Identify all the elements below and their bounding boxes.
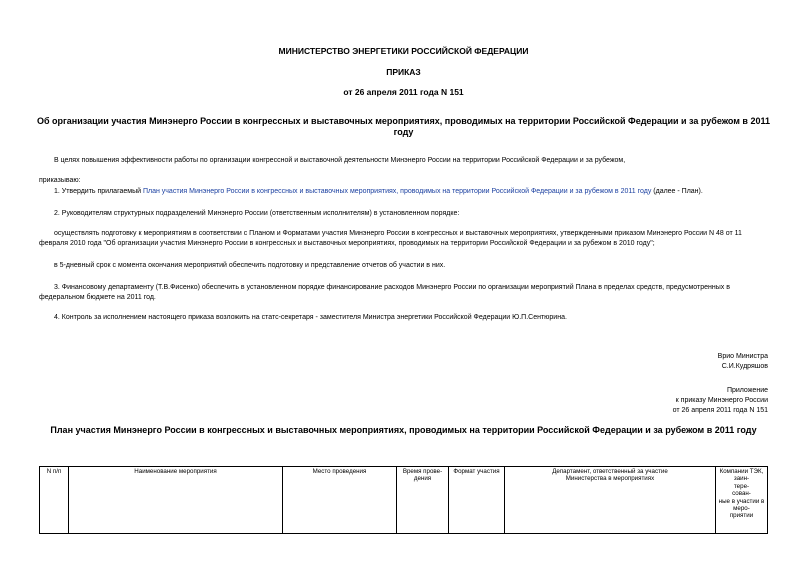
col-header-number: N п/п [40, 467, 69, 534]
item-4: 4. Контроль за исполнением настоящего приказа возложить на статс-секретаря - заместителя Министра энергетики Российской Федерации Ю.П.Сентюрина. [54, 314, 567, 321]
col-header-format: Формат участия [449, 467, 505, 534]
signature-block [718, 352, 768, 372]
item-1 [54, 187, 703, 197]
doc-title-line1: Об организации участия Минэнерго России в конгрессных и выставочных мероприятиях, проводимых на территории Российской Федерации и за рубежом в 2011 [36, 116, 770, 126]
col-header-department: Департамент, ответственный за участие Министерства в мероприятиях [505, 467, 716, 534]
signature-position: Врио Министра [717, 353, 768, 360]
col-header-companies: Компании ТЭК, заин- тере- сован- ные в участии в меро- приятии [716, 467, 768, 534]
item-2b: в 5-дневный срок с момента окончания мероприятий обеспечить подготовку и представление отчетов об участии в них. [54, 262, 446, 269]
item-2a-line1: осуществлять подготовку к мероприятиям в соответствии с Планом и Форматами участия Минэнерго России в конгрессных и выставочных мероприятиях, утвержденными приказом Минэнерго России N 48 от 11 [54, 230, 742, 237]
intro-paragraph: В целях повышения эффективности работы по организации конгрессной и выставочной деятельности Минэнерго России на территории Российской Федерации и за рубежом, [54, 157, 626, 164]
item-2a-line2: февраля 2010 года "Об организации участия Минэнерго России в конгрессных и выставочных мероприятиях, проводимых на территории Российской Федерации и за рубежом в 2010 году"; [39, 240, 655, 247]
appendix-block [673, 386, 768, 416]
doc-title-line2: году [393, 127, 414, 137]
appendix-line2: к приказу Минэнерго России [675, 397, 768, 404]
item-2a [39, 229, 769, 249]
col-header-location: Место проведения [283, 467, 397, 534]
appendix-line1: Приложение [726, 387, 768, 394]
table-header-row [40, 467, 768, 534]
order-word: приказываю: [39, 177, 81, 184]
plan-title: План участия Минэнерго России в конгрессных и выставочных мероприятиях, проводимых на территории Российской Федерации и за рубежом в 2011 году [50, 425, 757, 435]
plan-link[interactable]: План участия Минэнерго России в конгрессных и выставочных мероприятиях, проводимых на территории Российской Федерации и за рубежом в 2011 году [142, 188, 652, 195]
col-header-time: Время прове- дения [397, 467, 449, 534]
signature-name: С.И.Кудряшов [721, 363, 768, 370]
doc-type: ПРИКАЗ [386, 67, 421, 77]
ministry-heading: МИНИСТЕРСТВО ЭНЕРГЕТИКИ РОССИЙСКОЙ ФЕДЕРАЦИИ [278, 46, 529, 56]
col-header-event-name: Наименование мероприятия [69, 467, 283, 534]
item-1-suffix: (далее - План). [651, 188, 703, 195]
item-1-prefix: 1. Утвердить прилагаемый [54, 188, 143, 195]
plan-table [39, 466, 768, 534]
item-2: 2. Руководителям структурных подразделений Минэнерго России (ответственным исполнителям) в установленном порядке: [54, 210, 460, 217]
doc-title [0, 116, 807, 138]
appendix-line3: от 26 апреля 2011 года N 151 [672, 407, 768, 414]
item-3-line1: 3. Финансовому департаменту (Т.В.Фисенко) обеспечить в установленном порядке финансирование расходов Минэнерго России по организации мероприятий Плана в пределах средств, предусмотренных в [54, 284, 730, 291]
item-3 [39, 283, 769, 303]
item-3-line2: федеральном бюджете на 2011 год. [39, 294, 156, 301]
doc-date-number: от 26 апреля 2011 года N 151 [343, 87, 464, 97]
